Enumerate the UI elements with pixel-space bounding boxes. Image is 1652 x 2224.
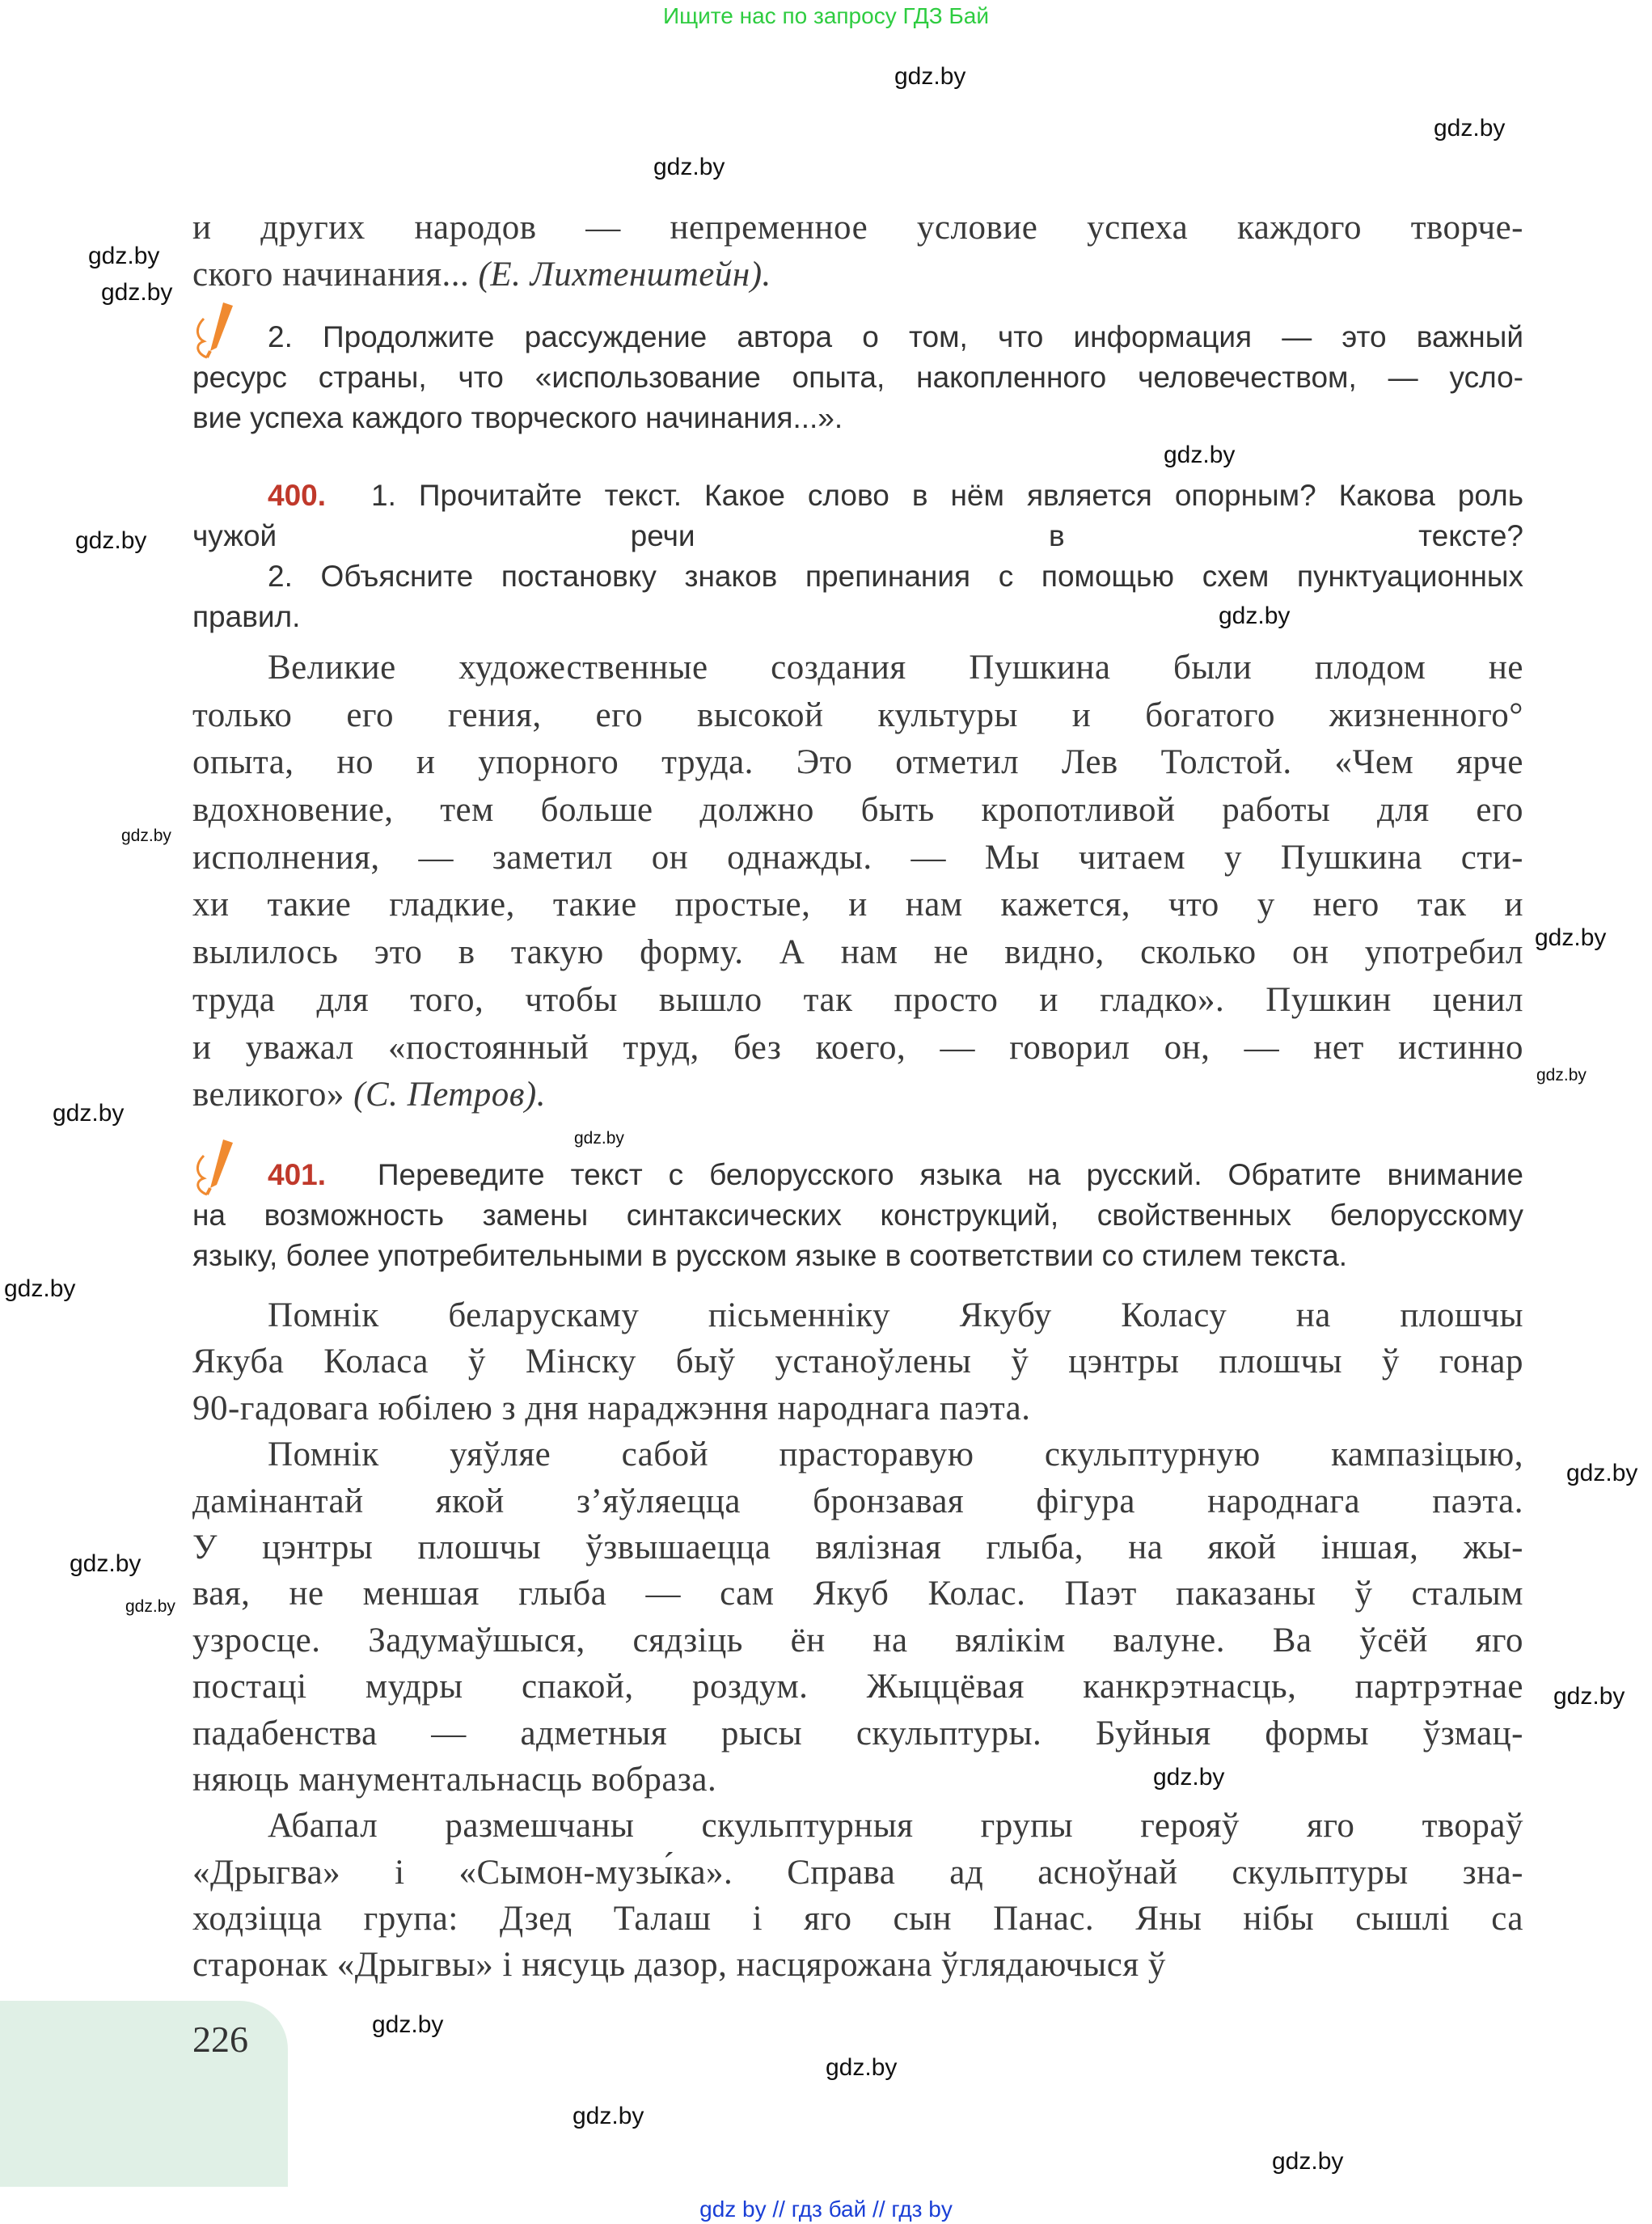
line-text: вылилось это в такую форму. А нам не видно, сколько он употребил [192,933,1523,972]
line-text: 2. Объясните постановку знаков препинания с помощью схем пунктуационных [268,560,1523,593]
text-line [192,739,1523,787]
text-line [192,398,1523,438]
watermark: gdz.by [653,154,725,180]
exercise-401-task [192,1155,1523,1276]
text-line [192,977,1523,1025]
watermark: gdz.by [70,1550,142,1577]
watermark: gdz.by [1272,2148,1344,2175]
footer-links: gdz by // гдз бай // гдз by [699,2197,953,2222]
text-line [192,1338,1523,1385]
exercise-400-task [192,476,1523,637]
exercise-number: 400. [268,479,327,512]
line-text: хи такие гладкие, такие простые, и нам кажется, что у него так и [192,886,1523,924]
line-text: Великие художественные создания Пушкина были плодом не [268,649,1523,687]
line-text: опыта, но и упорного труда. Это отметил Лев Толстой. «Чем ярче [192,743,1523,782]
text-line [192,205,1523,252]
text-line [192,1524,1523,1571]
watermark: gdz.by [1566,1460,1638,1486]
text-line [192,1025,1523,1072]
text-line [192,692,1523,740]
exercise-400-text [192,645,1523,1119]
line-text: няюць манументальнасць вобраза. [192,1760,717,1799]
text-line [192,1195,1523,1236]
text-line [192,1942,1523,1988]
text-line [192,317,1523,357]
text-line [192,787,1523,835]
line-text: Переведите текст с белорусского языка на русский. Обратите внимание [377,1158,1523,1191]
line-text: 90-гадовага юбілею з дня нараджэння народнага паэта. [192,1389,1031,1427]
author-attribution: (С. Петров). [353,1076,547,1114]
watermark: gdz.by [1153,1764,1225,1791]
text-line [192,1710,1523,1757]
line-text: Абапал размешчаны скульптурныя групы герояў яго твораў [268,1807,1523,1846]
exercise-number: 401. [268,1158,327,1191]
text-line [192,1617,1523,1664]
watermark: gdz.by [572,2103,644,2129]
line-text: исполнения, — заметил он однажды. — Мы читаем у Пушкина сти- [192,838,1523,877]
line-text: вдохновение, тем больше должно быть кропотливой работы для его [192,791,1523,830]
text-line [192,1155,1523,1195]
line-text: только его гения, его высокой культуры и богатого жизненного° [192,696,1523,734]
text-line [192,1850,1523,1896]
text-line [192,1236,1523,1276]
line-text: языку, более употребительными в русском языке в соответствии со стилем текста. [192,1239,1348,1272]
line-text: Помнік беларускаму пісьменніку Якубу Коласу на плошчы [268,1296,1523,1334]
watermark: gdz.by [1434,115,1506,142]
line-text: ходзіцца група: Дзед Талаш і яго сын Панас. Яны нібы сышлі са [192,1900,1523,1939]
quote-ending [192,205,1523,298]
watermark: gdz.by [574,1129,624,1148]
line-text: старонак «Дрыгвы» і нясуць дазор, насцярожана ўглядаючыся ў [192,1946,1166,1985]
text-line [192,252,1523,298]
line-text: и уважал «постоянный труд, без коего, — говорил он, — нет истинно [192,1028,1523,1067]
text-line [192,1803,1523,1849]
line-text: Якуба Коласа ў Мінску быў устаноўлены ў цэнтры плошчы ў гонар [192,1342,1523,1381]
text-line [192,516,1523,556]
text-line [192,929,1523,977]
watermark: gdz.by [101,279,173,306]
text-line [192,645,1523,692]
text-line [192,1571,1523,1617]
text-line [192,1431,1523,1478]
watermark: gdz.by [372,2011,444,2038]
watermark: gdz.by [121,827,171,845]
text-line [192,1478,1523,1524]
line-text: постаці мудры спакой, роздум. Жыццёвая канкрэтнасць, партрэтнае [192,1668,1523,1706]
line-text: дамінантай якой з’яўляецца бронзавая фігура народнага паэта. [192,1482,1523,1520]
line-text: вие успеха каждого творческого начинания...». [192,401,843,434]
text-line [192,835,1523,882]
watermark: gdz.by [88,243,160,269]
text-line [192,476,1523,516]
watermark: gdz.by [125,1597,175,1616]
line-text: Помнік уяўляе сабой прасторавую скульптурную кампазіцыю, [268,1435,1523,1474]
line-text: правил. [192,600,301,633]
exercise-401-text [192,1292,1523,1989]
search-banner: Ищите нас по запросу ГДЗ Бай [662,3,990,28]
task-2-continue-reasoning [192,317,1523,438]
line-text: 1. Прочитайте текст. Какое слово в нём является опорным? Какова роль [371,479,1523,512]
watermark: gdz.by [75,527,147,554]
watermark: gdz.by [826,2054,898,2081]
line-text: узросце. Задумаўшыся, сядзіць ён на вялікім валуне. Ва ўсёй яго [192,1621,1523,1660]
line-text: на возможность замены синтаксических конструкций, свойственных белорусскому [192,1199,1523,1232]
line-text: падабенства — адметныя рысы скульптуры. Буйныя формы ўзмац- [192,1714,1523,1753]
line-text: «Дрыгва» і «Сымон-музы́ка». Справа ад асноўнай скульптуры зна- [192,1853,1523,1892]
watermark: gdz.by [894,63,966,90]
line-text: вая, не меншая глыба — сам Якуб Колас. Паэт паказаны ў сталым [192,1575,1523,1613]
line-text: ского начинания... [192,256,479,294]
text-line [192,357,1523,398]
author-attribution: (Е. Лихтенштейн). [478,256,771,294]
line-text: 2. Продолжите рассуждение автора о том, что информация — это важный [268,320,1523,353]
text-line [192,1896,1523,1942]
watermark: gdz.by [1219,603,1291,629]
line-text: и других народов — непременное условие успеха каждого творче- [192,209,1523,247]
watermark: gdz.by [1536,1066,1587,1085]
text-line [192,1292,1523,1338]
text-line [192,882,1523,929]
line-text: У цэнтры плошчы ўзвышаецца вялізная глыба, на якой іншая, жы- [192,1528,1523,1567]
text-line [192,1757,1523,1803]
watermark: gdz.by [1535,924,1607,951]
text-line [192,597,1523,637]
watermark: gdz.by [1164,442,1236,468]
watermark: gdz.by [4,1275,76,1302]
line-text: ресурс страны, что «использование опыта, накопленного человечеством, — усло- [192,361,1523,394]
page-number: 226 [192,2019,248,2060]
text-line [192,1664,1523,1710]
text-line [192,556,1523,597]
line-text: чужой речи в тексте? [192,519,1523,552]
watermark: gdz.by [1553,1683,1625,1710]
line-text: великого» [192,1076,354,1114]
text-line [192,1385,1523,1431]
text-line [192,1072,1523,1119]
watermark: gdz.by [53,1100,125,1127]
line-text: труда для того, чтобы вышло так просто и гладко». Пушкин ценил [192,980,1523,1019]
